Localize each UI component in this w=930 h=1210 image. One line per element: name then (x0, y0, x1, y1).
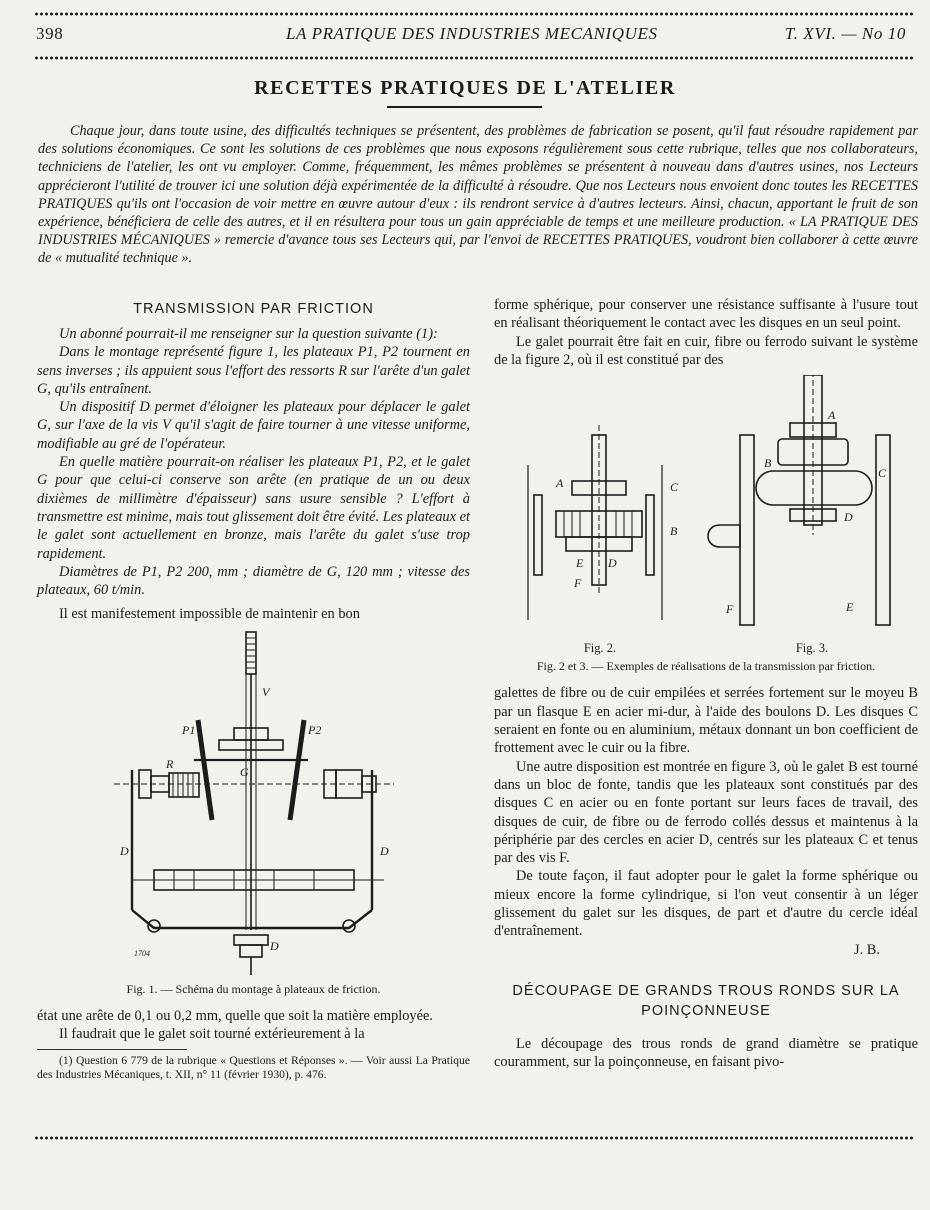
svg-text:E: E (576, 556, 584, 571)
fig1-label-d-right: D (379, 843, 389, 858)
intro-paragraph: Chaque jour, dans toute usine, des difficultés techniques se présentent, des problèmes de fabrication se posent, qu'il faut résoudre rapidement par des solutions économiques. Ce sont les solutions de ces problèmes que nous exposons régulièrement sous cette rubrique, telles que nos collaborateurs, techniciens de l'atelier, les ont vu employer. Comme, fréquemment, les mêmes problèmes se présentent à nouveau dans d'autres usines, nos Lecteurs apprécieront l'utilité de trouver ici une solution déjà expérimentée de la difficulté à résoudre. Que nos Lecteurs nous envoient donc toutes les RECETTES PRATIQUES qu'ils ont l'occasion de voir mettre en œuvre autour d'eux : ils rendront service à d'autres lecteurs. Ainsi, chacun, apportant le fruit de son expérience, bénéficiera de celle des autres, et il en résultera pour tous un gain appréciable de temps et une meilleure production. « LA PRATIQUE DES INDUSTRIES MÉCANIQUES » remercie d'avance tous ses Lecteurs qui, par l'envoi de RECETTES PRATIQUES, voudront bien collaborer à cette œuvre de « mutualité technique ». (38, 123, 918, 267)
fig3-label: Fig. 3. (795, 641, 829, 656)
question-paragraph-1: Un abonné pourrait-il me renseigner sur la question suivante (1): (59, 326, 438, 342)
svg-text:C: C (878, 466, 887, 481)
svg-text:B: B (670, 524, 678, 539)
svg-text:A: A (828, 408, 836, 423)
footnote-rule (37, 1049, 187, 1050)
left-column (37, 296, 470, 1081)
svg-text:C: C (670, 480, 679, 495)
issue-number: T. XVI. — No 10 (784, 24, 906, 43)
svg-text:B: B (764, 456, 772, 471)
answer-paragraph-continued-2: Il faudrait que le galet soit tourné extérieurement à la (59, 1026, 365, 1043)
question-paragraph-3: Un dispositif D permet d'éloigner les plateaux pour déplacer le galet G, sur l'axe de la vis V qu'il s'agit de faire tourner à une vitesse uniforme, modifiable au gré de l'opérateur. (37, 399, 470, 452)
answer-paragraph-right-4: Une autre disposition est montrée en figure 3, où le galet B est tourné dans un bloc de fonte, tandis que les plateaux sont constitués par des disques C en acier ou en fonte portant sur leurs faces de travail, des disques de cuir, de fibre ou de ferrodo collés dessus et maintenus à la périphérie par des cercles en acier D, centrés sur les plateaux C et tenus par des vis F. (494, 758, 918, 867)
header-dotted-rule-top (34, 11, 914, 17)
answer-paragraph-right-3: galettes de fibre ou de cuir empilées et serrées fortement sur le moyeu B par un flasque E en acier mi-dur, à l'aide des boulons D. Les disques C seraient en fonte ou en aluminium, métaux donnant un bon coefficient de frottement avec le cuir ou la fibre. (494, 685, 918, 757)
right-column (494, 296, 918, 1072)
section-heading-transmission: TRANSMISSION PAR FRICTION (133, 301, 374, 317)
fig1-label-d-bottom: D (269, 938, 279, 953)
footnote: (1) Question 6 779 de la rubrique « Questions et Réponses ». — Voir aussi La Pratique des Industries Mécaniques, t. XII, n° 11 (février 1930), p. 476. (37, 1054, 470, 1081)
author-signature: J. B. (854, 941, 880, 958)
answer-paragraph-continued-1: état une arête de 0,1 ou 0,2 mm, quelle que soit la matière employée. (37, 1007, 434, 1024)
fig1-label-p1: P1 (181, 722, 195, 737)
figure-2-3-drawing (494, 375, 918, 637)
svg-text:D: D (608, 556, 617, 571)
fig2-label: Fig. 2. (583, 641, 617, 656)
answer-paragraph-start: Il est manifestement impossible de maintenir en bon (59, 606, 360, 623)
fig1-cliche-number: 1704 (133, 948, 150, 958)
running-header (36, 24, 906, 48)
question-paragraph-5: Diamètres de P1, P2 200, mm ; diamètre de G, 120 mm ; vitesse des plateaux, 60 t/min. (37, 563, 470, 599)
header-dotted-rule-bottom (34, 55, 914, 61)
fig1-label-p2: P2 (307, 722, 321, 737)
answer-paragraph-right-1: forme sphérique, pour conserver une résistance suffisante à l'usure tout en réalisant théoriquement le contact avec les disques en un seul point. (494, 297, 918, 332)
title-underline (387, 106, 542, 108)
figure-2-3-labels (494, 639, 918, 657)
svg-text:F: F (574, 576, 582, 591)
decoupage-paragraph: Le découpage des trous ronds de grand diamètre se pratique couramment, sur la poinçonneuse, en faisant pivo- (494, 1035, 918, 1071)
figure-1 (37, 630, 470, 997)
answer-paragraph-right-2: Le galet pourrait être fait en cuir, fibre ou ferrodo suivant le système de la figure 2, où il est constitué par des (494, 333, 918, 368)
fig1-label-v: V (261, 684, 269, 699)
figure-2-3-caption: Fig. 2 et 3. — Exemples de réalisations de la transmission par friction. (536, 659, 876, 674)
figure-1-caption: Fig. 1. — Schéma du montage à plateaux de friction. (126, 981, 381, 996)
svg-text:E: E (846, 600, 854, 615)
answer-paragraph-right-5: De toute façon, il faut adopter pour le galet la forme sphérique ou mieux encore la forme cylindrique, si l'on veut consentir à un léger glissement du galet sur les disques, de part et d'autre du cercle idéal d'entraînement. (494, 868, 918, 940)
question-paragraph-2: Dans le montage représenté figure 1, les plateaux P1, P2 tournent en sens inverses ; ils appuient sous l'effort des ressorts R sur l'arête d'un galet G, qu'ils entraînent. (37, 344, 470, 397)
fig1-label-d-left: D (119, 843, 129, 858)
footer-dotted-rule (34, 1135, 914, 1141)
svg-text:F: F (726, 602, 734, 617)
question-paragraph-4: En quelle matière pourrait-on réaliser les plateaux P1, P2, et le galet G pour que celui-ci conserve son arête (en pratique de un ou deux dixièmes de millimètre d'épaisseur) sans usure sensible ? L'effort à transmettre est minime, mais tout glissement doit être évité. Les plateaux et le galet sont actuellement en bronze, mais l'arête du galet s'use trop rapidement. (37, 454, 470, 562)
journal-title: LA PRATIQUE DES INDUSTRIES MECANIQUES (286, 24, 658, 43)
svg-text:D: D (844, 510, 853, 525)
page-title: RECETTES PRATIQUES DE L'ATELIER (254, 77, 676, 99)
figure-1-drawing (94, 630, 414, 980)
fig1-label-r: R (165, 756, 173, 771)
svg-text:A: A (556, 476, 564, 491)
figure-2-3 (494, 375, 918, 674)
section-heading-decoupage: DÉCOUPAGE DE GRANDS TROUS RONDS SUR LA POINÇONNEUSE (512, 982, 900, 1019)
page-number: 398 (36, 24, 64, 43)
fig1-label-g: G (239, 764, 249, 779)
